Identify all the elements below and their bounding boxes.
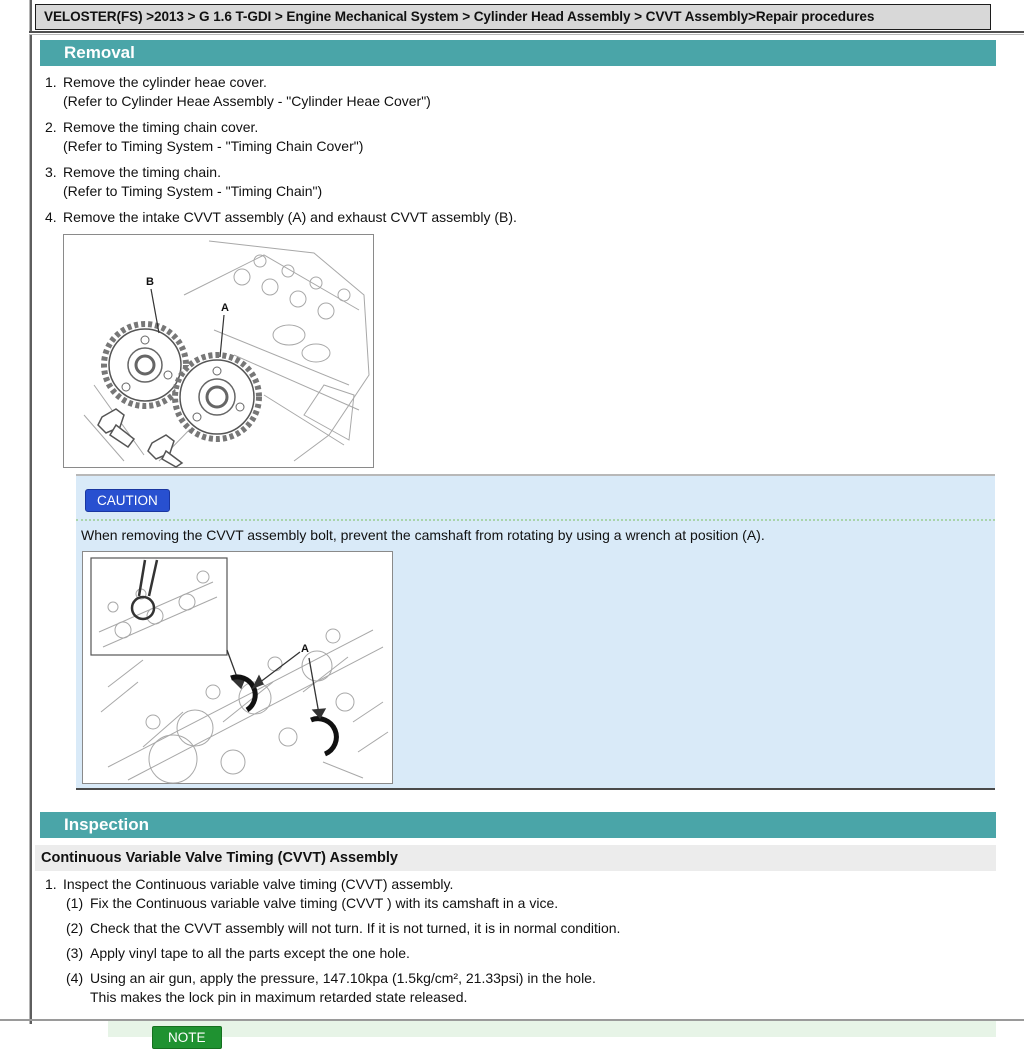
caution-separator	[76, 519, 995, 521]
caution-text: When removing the CVVT assembly bolt, prevent the camshaft from rotating by using a wrench at position (A).	[81, 527, 765, 543]
figure-label-a: A	[221, 302, 229, 314]
cvvt-assembly-figure	[63, 234, 374, 468]
removal-steps	[35, 66, 996, 227]
step-reference: (Refer to Cylinder Heae Assembly - "Cylinder Heae Cover")	[63, 93, 431, 109]
step-number: 3.	[45, 164, 57, 180]
document-content	[35, 36, 996, 1045]
step-reference: (Refer to Timing System - "Timing Chain")	[63, 183, 323, 199]
list-item	[35, 208, 996, 227]
step-text: Remove the timing chain cover.	[63, 119, 259, 135]
list-item	[35, 969, 996, 1007]
left-frame-divider	[29, 0, 32, 1024]
camshaft-line-art	[83, 552, 392, 783]
note-badge: NOTE	[152, 1026, 222, 1049]
step-text: Inspect the Continuous variable valve timing (CVVT) assembly.	[63, 876, 454, 892]
list-item	[35, 875, 996, 894]
subsection-header-cvvt: Continuous Variable Valve Timing (CVVT) Assembly	[35, 845, 996, 871]
note-box	[108, 1019, 996, 1045]
caution-box	[76, 474, 995, 790]
step-text: Remove the intake CVVT assembly (A) and exhaust CVVT assembly (B).	[63, 209, 517, 225]
list-item	[35, 894, 996, 913]
substep-text: Fix the Continuous variable valve timing (CVVT ) with its camshaft in a vice.	[90, 895, 559, 911]
figure-label-a: A	[301, 643, 309, 655]
step-reference: (Refer to Timing System - "Timing Chain Cover")	[63, 138, 364, 154]
substep-number: (1)	[66, 895, 84, 911]
cvvt-bolts	[98, 409, 182, 467]
substep-text-line2: This makes the lock pin in maximum retarded state released.	[90, 989, 468, 1005]
camshaft-wrench-figure	[82, 551, 393, 784]
list-item	[35, 163, 996, 201]
inspection-steps	[35, 871, 996, 1007]
step-number: 1.	[45, 876, 57, 892]
viewport-bottom-edge	[0, 1019, 1024, 1021]
substep-text: Check that the CVVT assembly will not turn. If it is not turned, it is in normal condition.	[90, 920, 621, 936]
step-text: Remove the timing chain.	[63, 164, 221, 180]
figure-label-b: B	[146, 276, 154, 288]
step-number: 4.	[45, 209, 57, 225]
section-header-inspection	[40, 812, 996, 838]
section-title: Removal	[64, 43, 135, 62]
section-header-removal	[40, 40, 996, 66]
engine-line-art	[64, 235, 373, 467]
header-divider	[29, 31, 1024, 35]
list-item	[35, 919, 996, 938]
step-text: Remove the cylinder heae cover.	[63, 74, 267, 90]
caution-badge: CAUTION	[85, 489, 170, 512]
breadcrumb: VELOSTER(FS) >2013 > G 1.6 T-GDI > Engine Mechanical System > Cylinder Head Assembly > CVVT Assembly>Repair procedures	[35, 4, 991, 30]
substep-number: (2)	[66, 920, 84, 936]
list-item	[35, 944, 996, 963]
section-title: Inspection	[64, 815, 150, 834]
step-number: 2.	[45, 119, 57, 135]
intake-cvvt-sprocket	[175, 355, 259, 439]
step-number: 1.	[45, 74, 57, 90]
substep-number: (3)	[66, 945, 84, 961]
substep-text: Using an air gun, apply the pressure, 147.10kpa (1.5kg/cm², 21.33psi) in the hole.	[90, 970, 596, 986]
list-item	[35, 73, 996, 111]
wrench-inset	[91, 558, 227, 655]
list-item	[35, 118, 996, 156]
substep-number: (4)	[66, 970, 84, 986]
substep-text: Apply vinyl tape to all the parts except the one hole.	[90, 945, 410, 961]
